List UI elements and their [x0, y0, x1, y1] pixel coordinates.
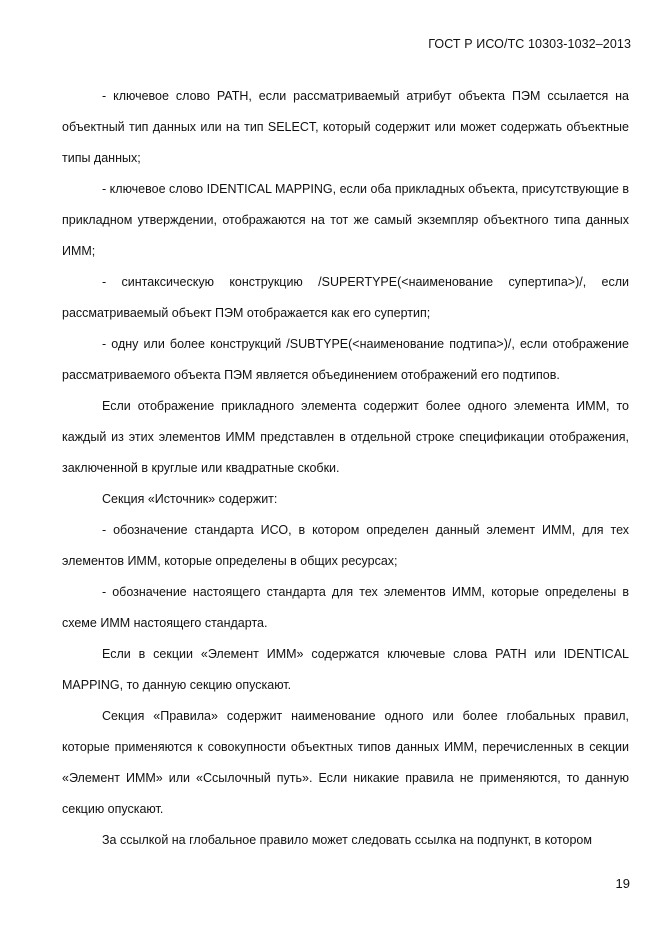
paragraph-rules-section: Секция «Правила» содержит наименование одного или более глобальных правил, которые применяются к совокупности объектных типов данных ИММ, перечисленных в секции «Элемент ИММ» или «Ссылочный путь». Если никакие правила не применяются, то данную секцию опускают.	[62, 709, 629, 816]
paragraph-supertype: - синтаксическую конструкцию /SUPERTYPE(<наименование супертипа>)/, если рассматриваемый объект ПЭМ отображается как его супертип;	[62, 275, 629, 320]
paragraph-global-rule-reference: За ссылкой на глобальное правило может следовать ссылка на подпункт, в котором	[102, 833, 592, 847]
paragraph-iso-designation: - обозначение стандарта ИСО, в котором определен данный элемент ИММ, для тех элементов ИММ, которые определены в общих ресурсах;	[62, 523, 629, 568]
paragraph-source-section: Секция «Источник» содержит:	[102, 492, 278, 506]
paragraph-path-keyword: - ключевое слово PATH, если рассматриваемый атрибут объекта ПЭМ ссылается на объектный тип данных или на тип SELECT, который содержит или может содержать объектные типы данных;	[62, 89, 629, 165]
paragraph-omit-section: Если в секции «Элемент ИММ» содержатся ключевые слова PATH или IDENTICAL MAPPING, то данную секцию опускают.	[62, 647, 629, 692]
paragraph-multiple-elements: Если отображение прикладного элемента содержит более одного элемента ИММ, то каждый из этих элементов ИММ представлен в отдельной строке спецификации отображения, заключенной в круглые или квадратные скобки.	[62, 399, 629, 475]
paragraph-this-standard: - обозначение настоящего стандарта для тех элементов ИММ, которые определены в схеме ИММ настоящего стандарта.	[62, 585, 629, 630]
page-number: 19	[615, 876, 630, 891]
document-body	[62, 81, 629, 856]
paragraph-subtype: - одну или более конструкций /SUBTYPE(<наименование подтипа>)/, если отображение рассматриваемого объекта ПЭМ является объединением отображений его подтипов.	[62, 337, 629, 382]
paragraph-identical-mapping: - ключевое слово IDENTICAL MAPPING, если оба прикладных объекта, присутствующие в прикладном утверждении, отображаются на тот же самый экземпляр объектного типа данных ИММ;	[62, 182, 629, 258]
document-header: ГОСТ Р ИСО/ТС 10303-1032–2013	[428, 37, 631, 51]
